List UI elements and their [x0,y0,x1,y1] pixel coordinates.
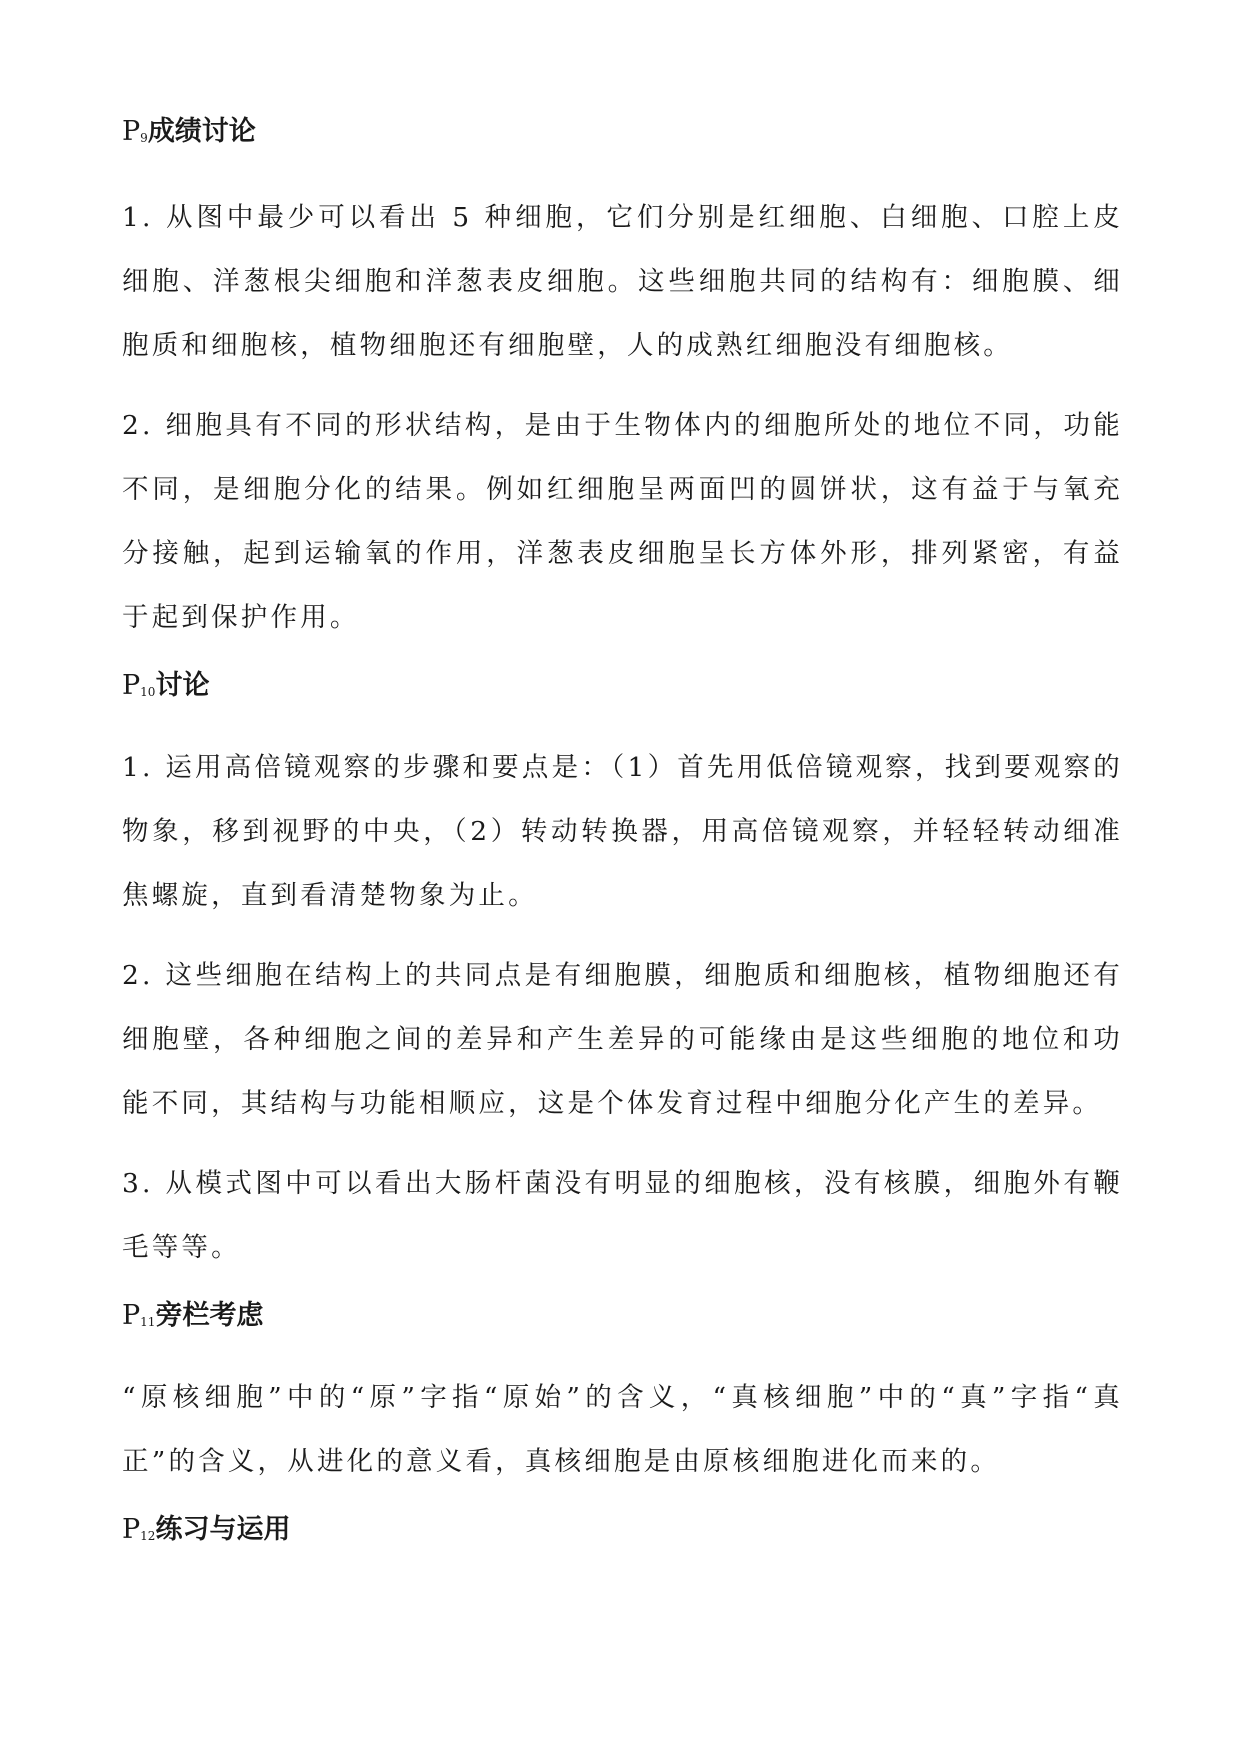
heading-prefix: P [122,116,141,147]
heading-title: 练习与运用 [155,1514,291,1545]
paragraph: 3. 从模式图中可以看出大肠杆菌没有明显的细胞核，没有核膜，细胞外有鞭毛等等。 [122,1168,1123,1263]
paragraph: 2. 细胞具有不同的形状结构，是由于生物体内的细胞所处的地位不同，功能不同，是细胞分化的结果。例如红细胞呈两面凹的圆饼状，这有益于与氧充分接触，起到运输氧的作用，洋葱表皮细胞呈长方体外形，排列紧密，有益于起到保护作用。 [122,410,1123,633]
paragraph: “原核细胞”中的“原”字指“原始”的含义，“真核细胞”中的“真”字指“真正”的含义，从进化的意义看，真核细胞是由原核细胞进化而来的。 [122,1382,1123,1477]
heading-title: 旁栏考虑 [155,1300,264,1331]
heading-prefix: P [122,1514,141,1545]
heading-prefix: P [122,670,141,701]
section-heading-p11 [122,1296,1123,1336]
paragraph: 2. 这些细胞在结构上的共同点是有细胞膜，细胞质和细胞核，植物细胞还有细胞壁，各种细胞之间的差异和产生差异的可能缘由是这些细胞的地位和功能不同，其结构与功能相顺应，这是个体发育过程中细胞分化产生的差异。 [122,960,1123,1119]
section-heading-p12 [122,1510,1123,1550]
heading-subscript: 11 [140,1315,156,1329]
heading-title: 讨论 [155,670,210,701]
heading-subscript: 9 [140,131,148,145]
heading-subscript: 12 [140,1529,156,1543]
section-heading-p10 [122,666,1123,706]
paragraph: 1. 从图中最少可以看出 5 种细胞，它们分别是红细胞、白细胞、口腔上皮细胞、洋葱根尖细胞和洋葱表皮细胞。这些细胞共同的结构有：细胞膜、细胞质和细胞核，植物细胞还有细胞壁，人的成熟红细胞没有细胞核。 [122,202,1123,361]
heading-title: 成绩讨论 [147,116,256,147]
paragraph: 1. 运用高倍镜观察的步骤和要点是：（1）首先用低倍镜观察，找到要观察的物象，移到视野的中央，（2）转动转换器，用高倍镜观察，并轻轻转动细准焦螺旋，直到看清楚物象为止。 [122,752,1123,911]
heading-prefix: P [122,1300,141,1331]
heading-subscript: 10 [140,685,156,699]
section-heading-p9 [122,112,1123,152]
